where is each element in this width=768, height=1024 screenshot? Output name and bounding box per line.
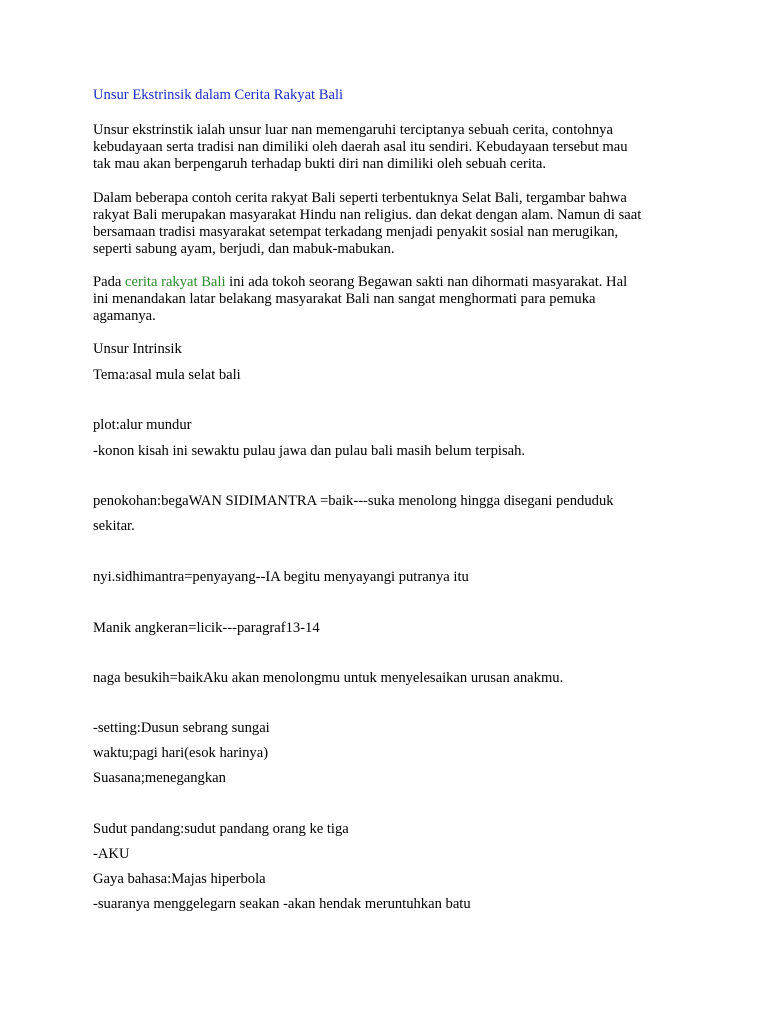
plot-line: plot:alur mundur — [93, 417, 192, 433]
nyi-sidhimantra-line: nyi.sidhimantra=penyayang--IA begitu menyayangi putranya itu — [93, 569, 469, 585]
plot-detail-line: -konon kisah ini sewaktu pulau jawa dan pulau bali masih belum terpisah. — [93, 443, 526, 459]
naga-besukih-line: naga besukih=baikAku akan menolongmu untuk menyelesaikan urusan anakmu. — [93, 670, 564, 686]
tema-line: Tema:asal mula selat bali — [93, 367, 241, 383]
paragraph-2-line-4: seperti sabung ayam, berjudi, dan mabuk-mabukan. — [93, 241, 395, 257]
paragraph-2-line-3: bersamaan tradisi masyarakat setempat terkadang menjadi penyakit sosial nan merugikan, — [93, 224, 619, 240]
paragraph-2-line-1: Dalam beberapa contoh cerita rakyat Bali seperti terbentuknya Selat Bali, tergambar bahwa — [93, 190, 627, 206]
paragraph-3-line-3: agamanya. — [93, 308, 156, 324]
penokohan-line-2: sekitar. — [93, 518, 135, 534]
setting-line: -setting:Dusun sebrang sungai — [93, 720, 270, 736]
document-title: Unsur Ekstrinsik dalam Cerita Rakyat Bali — [93, 87, 344, 103]
paragraph-1-line-3: tak mau akan berpengaruh terhadap bukti diri nan dimiliki oleh sebuah cerita. — [93, 156, 547, 172]
paragraph-1-line-2: kebudayaan serta tradisi nan dimiliki oleh daerah asal itu sendiri. Kebudayaan tersebut mau — [93, 139, 628, 155]
paragraph-3-line-1 — [93, 274, 627, 291]
gaya-bahasa-line: Gaya bahasa:Majas hiperbola — [93, 871, 266, 887]
intrinsic-heading: Unsur Intrinsik — [93, 341, 182, 357]
sudut-pandang-line: Sudut pandang:sudut pandang orang ke tiga — [93, 821, 349, 837]
paragraph-3-suffix: ini ada tokoh seorang Begawan sakti nan dihormati masyarakat. Hal — [225, 274, 628, 290]
manik-angkeran-line: Manik angkeran=licik---paragraf13-14 — [93, 620, 320, 636]
aku-line: -AKU — [93, 846, 130, 862]
suasana-line: Suasana;menegangkan — [93, 770, 226, 786]
paragraph-3-prefix: Pada — [93, 274, 126, 290]
paragraph-2-line-2: rakyat Bali merupakan masyarakat Hindu nan religius. dan dekat dengan alam. Namun di saat — [93, 207, 642, 223]
cerita-rakyat-bali-link[interactable]: cerita rakyat Bali — [125, 274, 226, 290]
paragraph-1-line-1: Unsur ekstrinstik ialah unsur luar nan memengaruhi terciptanya sebuah cerita, contohnya — [93, 122, 613, 138]
waktu-line: waktu;pagi hari(esok harinya) — [93, 745, 269, 761]
paragraph-3-line-2: ini menandakan latar belakang masyarakat Bali nan sangat menghormati para pemuka — [93, 291, 596, 307]
gaya-bahasa-detail-line: -suaranya menggelegarn seakan -akan hendak meruntuhkan batu — [93, 896, 471, 912]
penokohan-line-1: penokohan:begaWAN SIDIMANTRA =baik---suka menolong hingga disegani penduduk — [93, 493, 614, 509]
